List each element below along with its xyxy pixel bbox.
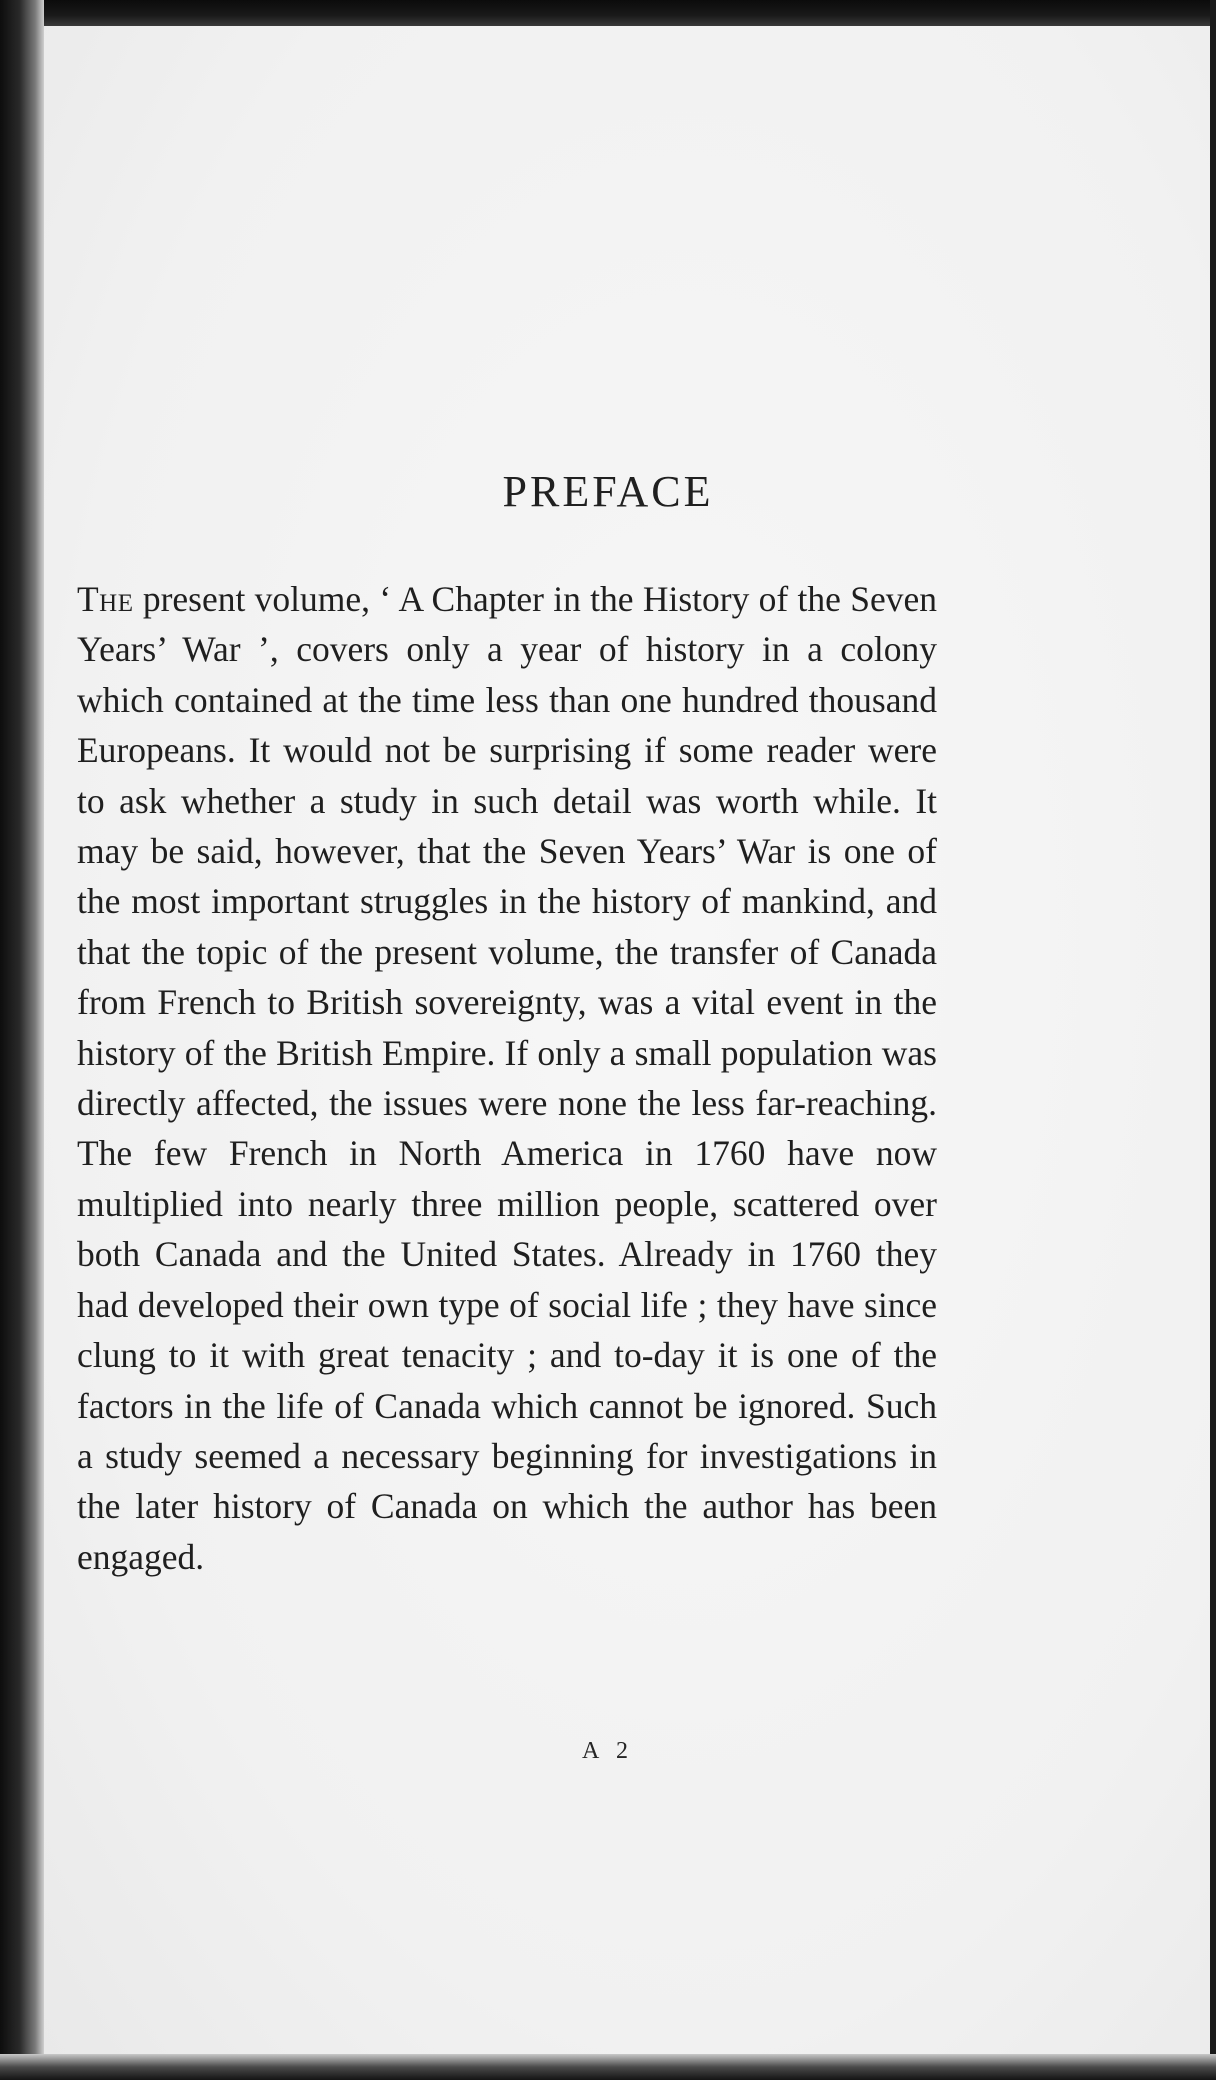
signature-mark: A 2 [581,1738,634,1764]
paragraph-body: present volume, ‘ A Chapter in the History of the Seven Years’ War ’, covers only a year of history in a colony which contained at the time less than one hundred thousand Europeans. It would not be surprising if some reader were to ask whether a study in such detail was worth while. It may be said, however, that the Seven Years’ War is one of the most important struggles in the history of mankind, and that the topic of the present volume, the transfer of Canada from French to British sovereignty, was a vital event in the history of the British Empire. If only a small population was directly affected, the issues were none the less far-reaching. The few French in North America in 1760 have now multiplied into nearly three million people, scattered over both Canada and the United States. Already in 1760 they had developed their own type of social life ; they have since clung to it with great tenacity ; and to-day it is one of the factors in the life of Canada which cannot be ignored. Such a study seemed a necessary beginning for investigations in the later history of Canada on which the author has been engaged. [77,579,937,1577]
paragraph-first-word: The [77,579,134,619]
scan-edge-bottom [0,2054,1216,2080]
scan-edge-right [1210,0,1216,2080]
page-heading: PREFACE [502,467,714,516]
scan-edge-top [0,0,1216,26]
preface-paragraph [77,574,937,1582]
scan-edge-left [0,0,44,2080]
